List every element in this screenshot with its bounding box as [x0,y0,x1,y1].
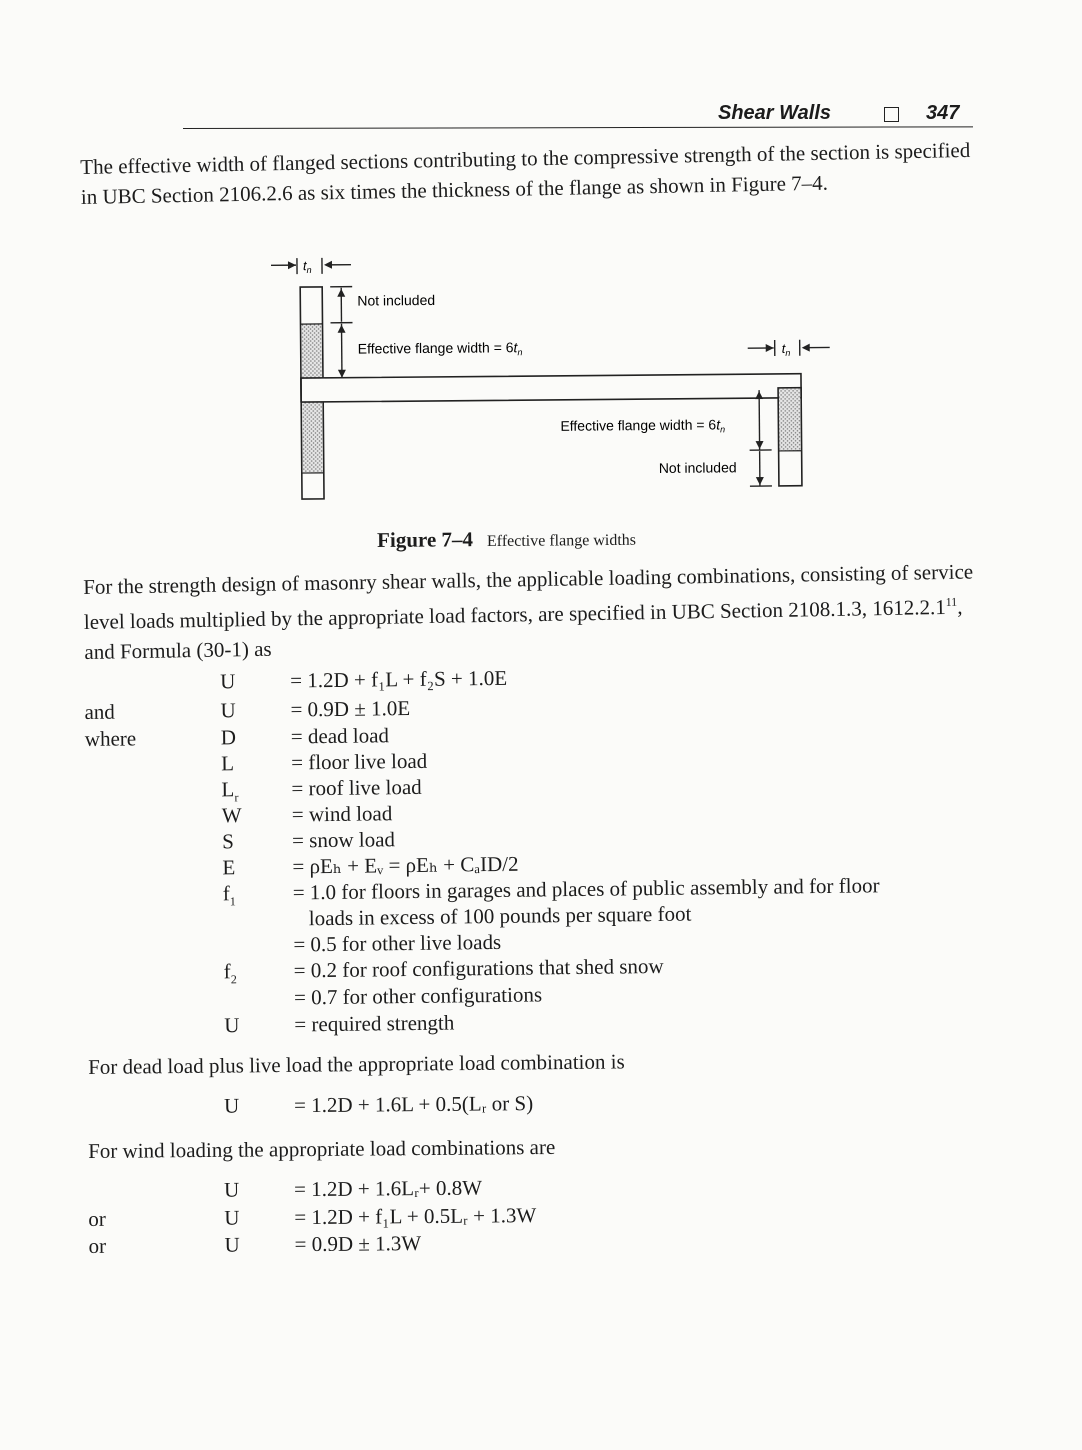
wind-paragraph: For wind loading the appropriate load combinations are [88,1134,556,1163]
figure-caption [377,526,636,553]
left-not-included-label: Not included [357,291,436,309]
right-effective-width-label: Effective flange width = $6t_n$ [560,416,726,435]
dead-live-equation-block [88,1088,788,1124]
web [301,374,801,402]
running-title: Shear Walls [718,102,832,124]
right-tn-label: $t_n$ [781,340,791,358]
left-tn-label: $t_n$ [302,258,312,276]
right-effective-shade [779,389,801,451]
figure-caption-text: Effective flange widths [486,531,637,551]
figure-number: Figure 7–4 [377,527,474,552]
strength-paragraph: For the strength design of masonry shear walls, the applicable loading combinations, consisting of service level loads multiplied by the appropriate load factors, are specified in UBC Section 2108.1.3, 1612.2.1$^{11}$, and Formula (30-1) as [83,559,974,664]
intro-paragraph: The effective width of flanged sections contributing to the compressive strength of the section is specified in UBC Section 2106.2.6 as six times the thickness of the flange as shown in Figure 7–4. [80,137,971,209]
left-effective-shade-bottom [302,401,323,473]
flange-width-figure [0,0,1082,560]
dead-live-paragraph: For dead load plus live load the appropriate load combination is [88,1049,625,1079]
definitions-block [84,659,1009,1050]
right-not-included-label: Not included [658,459,737,476]
wind-equations-block [88,1172,789,1268]
page-number: 347 [926,102,960,124]
left-effective-width-label: Effective flange width = $6t_n$ [357,339,523,358]
left-effective-shade-top [302,324,323,384]
